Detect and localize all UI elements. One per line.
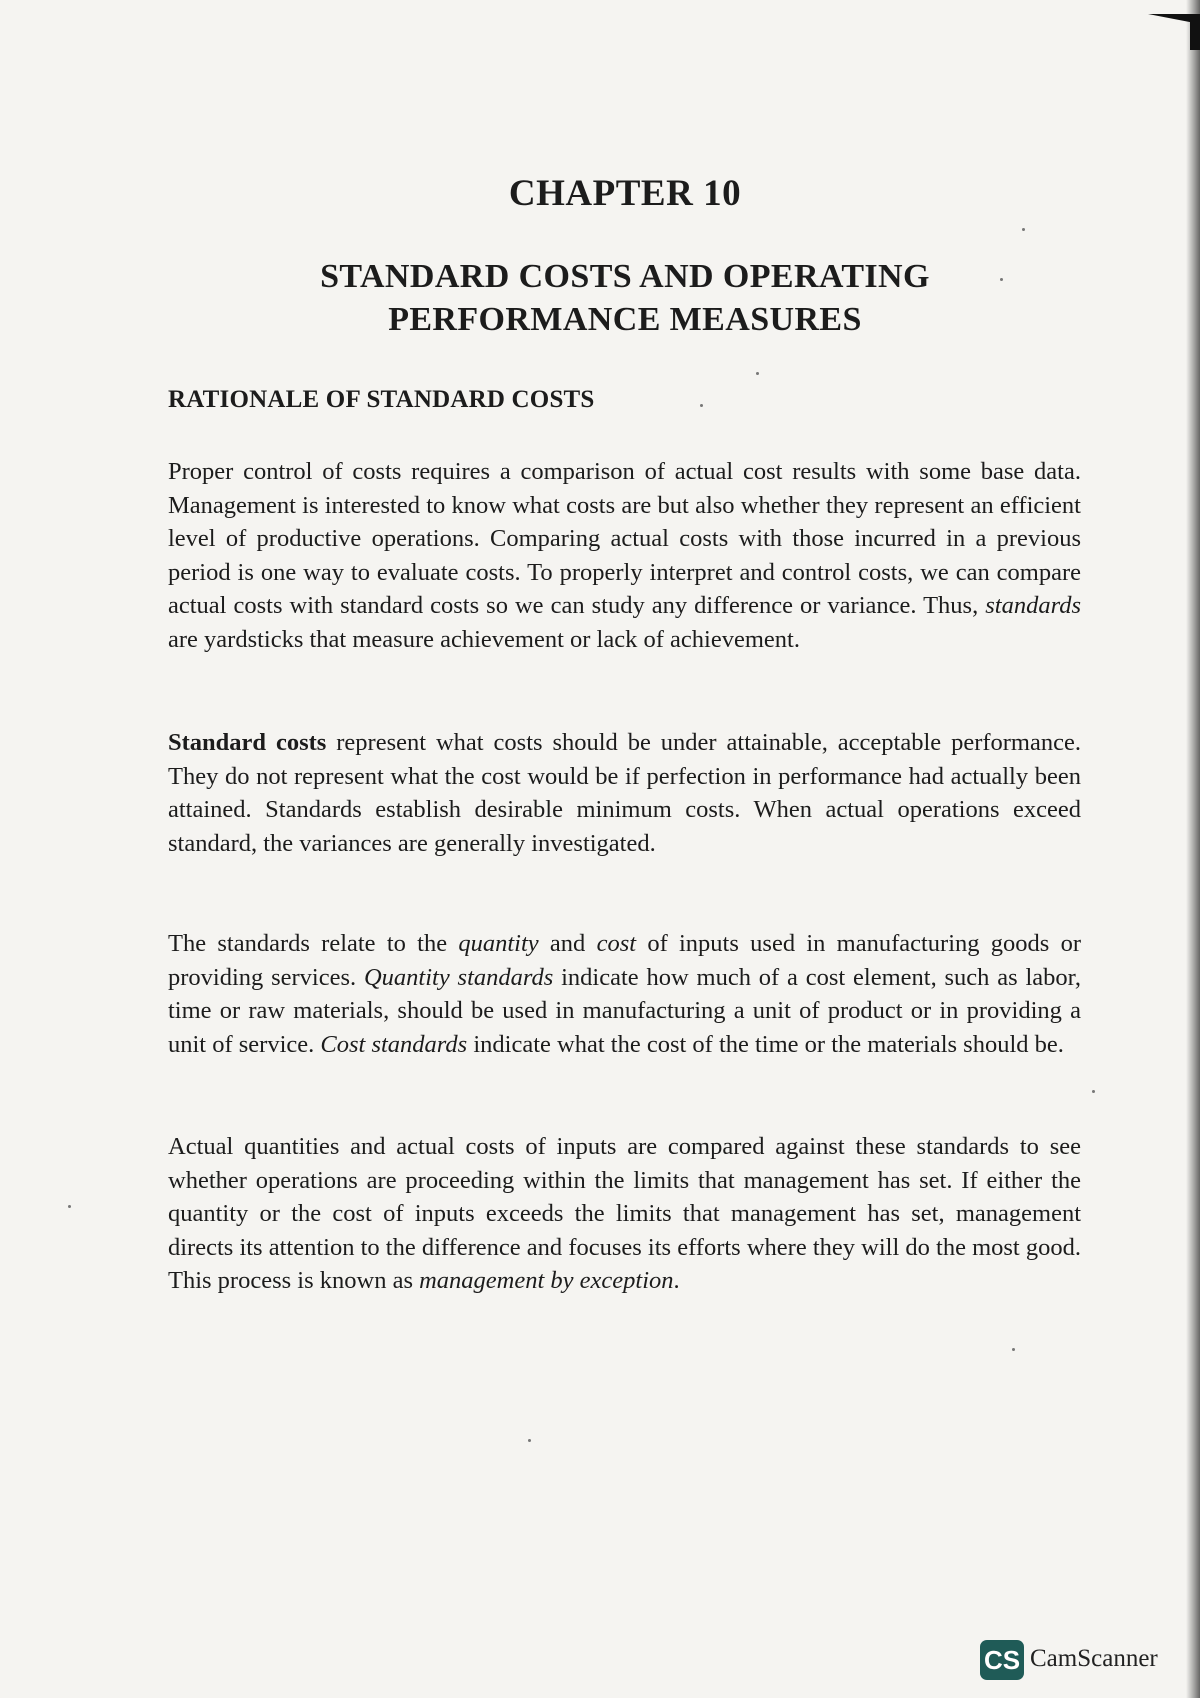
term-cost: cost xyxy=(596,930,637,957)
paragraph-3-text-c: of inputs used in manufacturing goods or providing services. xyxy=(168,930,1082,991)
scan-speck xyxy=(1000,278,1003,281)
term-management-by-exception: management by exception xyxy=(419,1267,674,1295)
corner-mark-edge xyxy=(1190,14,1200,50)
scan-speck xyxy=(1092,1090,1095,1093)
paragraph-4-text: Actual quantities and actual costs of inputs are compared against these standards to see whether operations are proceeding within the limits that management has set. If either the quantity or the cost of inputs exceeds the limits that management has set, management directs its attention to the difference and focuses its efforts where they will do the most good. This process is known as xyxy=(168,1133,1081,1295)
paragraph-2-text: represent what costs should be under attainable, acceptable performance. They do not represent what the cost would be if perfection in performance had actually been attained. Standards establish desirable minimum costs. When actual operations exceed standard, the variances are generally investigated. xyxy=(168,729,1081,857)
paragraph-4-text-end: . xyxy=(673,1267,680,1295)
term-quantity: quantity xyxy=(458,930,539,957)
paragraph-4 xyxy=(168,1130,1081,1298)
scan-speck xyxy=(68,1205,71,1208)
section-heading: RATIONALE OF STANDARD COSTS xyxy=(168,386,595,413)
term-cost-standards: Cost standards xyxy=(320,1030,468,1058)
paragraph-3-text-e: indicate what the cost of the time or the materials should be. xyxy=(467,1030,1064,1058)
paragraph-3-text-d: indicate how much of a cost element, such as labor, time or raw materials, should be used in manufacturing a unit of product or in providing a unit of service. xyxy=(168,963,1081,1058)
chapter-number: CHAPTER 10 xyxy=(508,173,742,214)
paragraph-3-text-a: The standards relate to the xyxy=(168,930,459,957)
camscanner-logo-icon: CS xyxy=(980,1640,1024,1680)
paragraph-1 xyxy=(168,455,1081,657)
scan-speck xyxy=(528,1439,531,1442)
paragraph-2 xyxy=(168,726,1081,860)
paragraph-3-text-b: and xyxy=(538,930,597,957)
chapter-title-line-1: STANDARD COSTS AND OPERATING xyxy=(320,258,930,295)
term-standards: standards xyxy=(985,592,1081,620)
scan-speck xyxy=(1022,228,1025,231)
scan-speck xyxy=(756,372,759,375)
chapter-title xyxy=(0,255,1200,341)
paragraph-1-text-b: are yardsticks that measure achievement or lack of achievement. xyxy=(168,625,800,653)
camscanner-watermark: CamScanner xyxy=(1030,1645,1158,1672)
term-quantity-standards: Quantity standards xyxy=(363,963,554,991)
scan-speck xyxy=(1012,1348,1015,1351)
term-standard-costs: Standard costs xyxy=(168,729,327,756)
chapter-title-line-2: PERFORMANCE MEASURES xyxy=(388,301,862,338)
paragraph-3 xyxy=(168,927,1081,1061)
scan-speck xyxy=(700,404,703,407)
paragraph-1-text-a: Proper control of costs requires a comparison of actual cost results with some base data. Management is interested to know what costs are but also whether they represent an efficient level of productive operations. Comparing actual costs with those incurred in a previous period is one way to evaluate costs. To properly interpret and control costs, we can compare actual costs with standard costs so we can study any difference or variance. Thus, xyxy=(168,458,1081,620)
